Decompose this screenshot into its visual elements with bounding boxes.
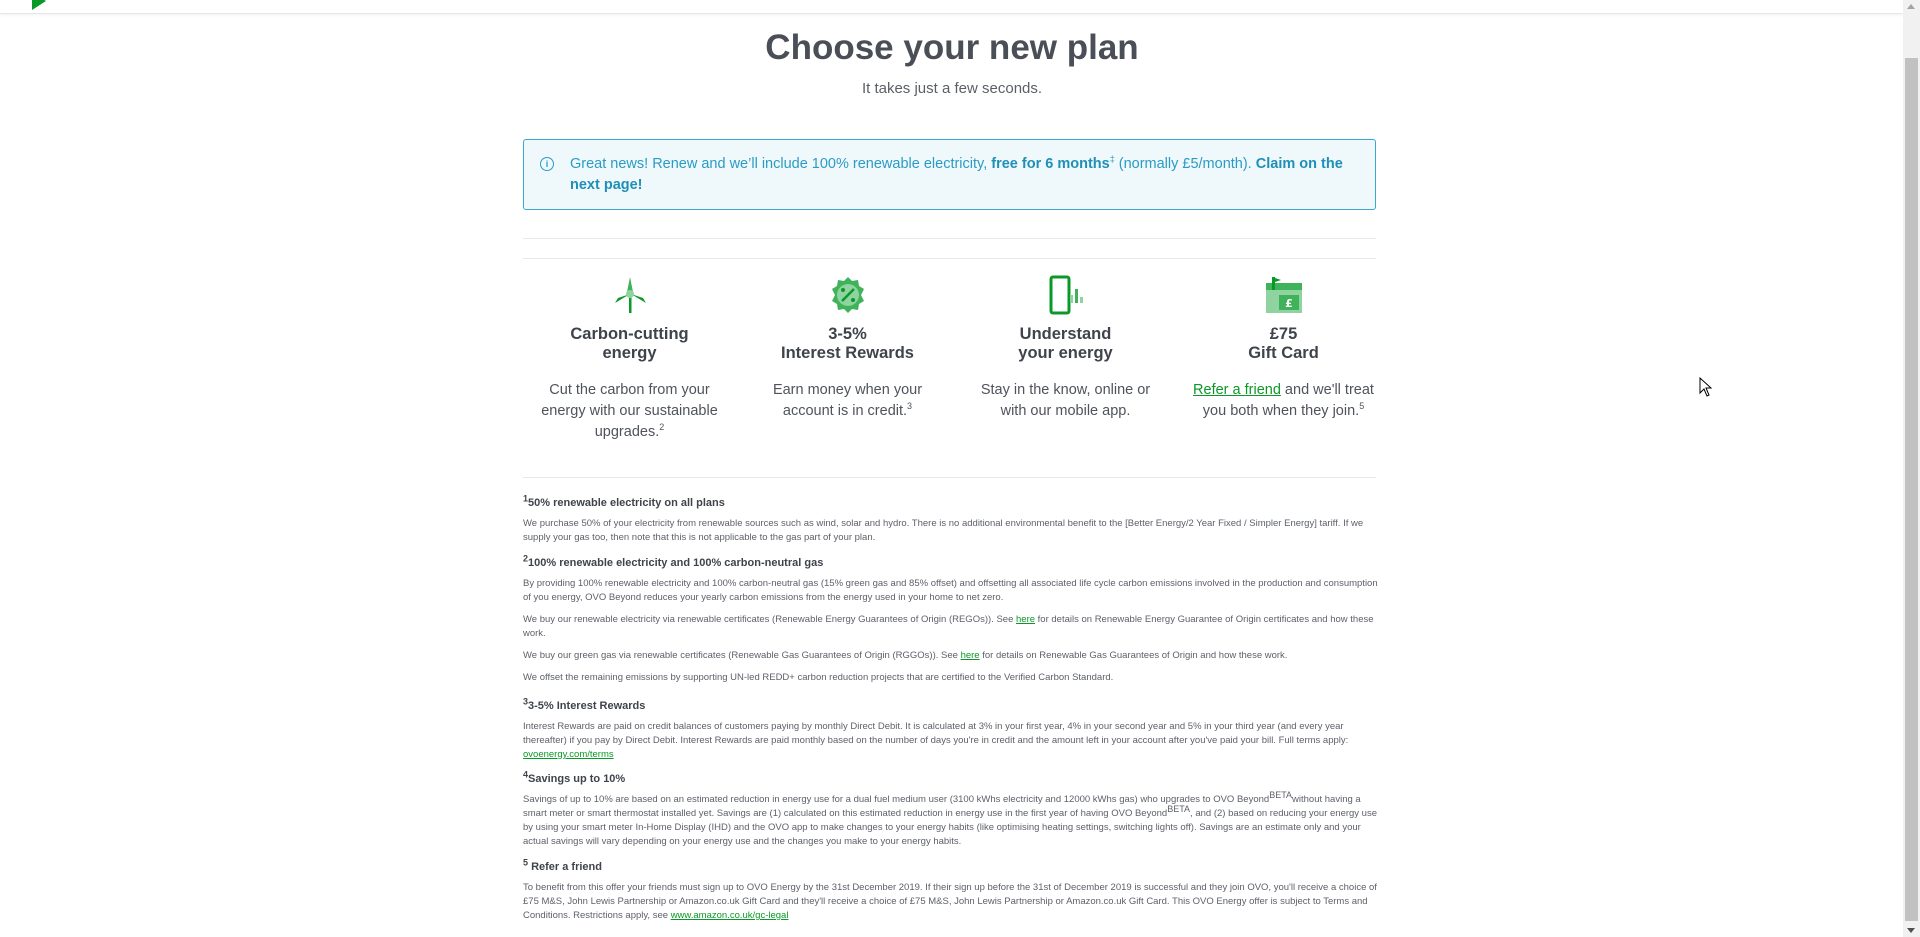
page-title: Choose your new plan: [765, 28, 1139, 67]
footnote-heading: $^5$ Refer a friend: [523, 857, 602, 873]
benefit-understand-energy: [959, 272, 1172, 422]
renewable-offer-banner: [523, 139, 1376, 210]
banner-sup: ‡: [1109, 154, 1115, 165]
gift-card-legal-link[interactable]: www.amazon.co.uk/gc-legal: [670, 910, 789, 921]
terms-link[interactable]: ovoenergy.com/terms: [523, 749, 614, 760]
benefit-description: Refer a friend and we'll treat you both when they join.$^5$: [1193, 382, 1374, 419]
site-header: [0, 0, 1904, 14]
footnote-4: [523, 769, 1381, 849]
ovo-logo-icon[interactable]: [32, 0, 46, 10]
benefit-description: Cut the carbon from your energy with our sustainable upgrades.$^2$: [541, 382, 718, 440]
footnote-body: Interest Rewards are paid on credit balances of customers paying by monthly Direct Debit. It is calculated at 3% in your first year, 4% in your second year and 5% in your third year (and every year thereafter) if you pay by Direct Debit. Interest Rewards are paid monthly based on the number of days you're in credit and the amount left in your account after you've paid your bill. Full terms apply: ovoenergy.com/terms: [523, 721, 1349, 760]
footnote-body: We offset the remaining emissions by supporting UN-led REDD+ carbon reduction projects that are certified to the Verified Carbon Standard.: [523, 672, 1114, 683]
banner-text-normal: (normally £5/month).: [1114, 156, 1256, 172]
divider: [523, 258, 1376, 259]
footnote-body: By providing 100% renewable electricity and 100% carbon-neutral gas (15% green gas and 85% offset) and offsetting all associated life cycle carbon emissions involved in the production and consumption of you energy, OVO Beyond reduces your yearly carbon emissions from the energy used in your home to net zero.: [523, 578, 1378, 603]
info-icon: i: [540, 157, 554, 171]
footnote-body: We buy our renewable electricity via renewable certificates (Renewable Energy Guarantees of Origin (REGOs)). See here for details on Renewable Energy Guarantee of Origin certificates and how these work.: [523, 614, 1374, 639]
svg-text:£: £: [1284, 297, 1293, 310]
footnote-body: We buy our green gas via renewable certificates (Renewable Gas Guarantees of Origin (RGGOs)). See here for details on Renewable Gas Guarantees of Origin and how these work.: [523, 650, 1288, 661]
rego-here-link[interactable]: here: [1016, 614, 1036, 625]
benefit-title: £75 Gift Card: [1248, 325, 1319, 362]
mobile-chart-icon: [1046, 275, 1086, 315]
mouse-cursor-icon: [1699, 377, 1713, 397]
banner-free-text: free for 6 months: [991, 156, 1110, 172]
footnote-1: [523, 493, 1381, 545]
scroll-thumb[interactable]: [1905, 58, 1918, 921]
footnote-body: Savings of up to 10% are based on an estimated reduction in energy use for a dual fuel medium user (3100 kWhs electricity and 12000 kWhs gas) who upgrades to OVO Beyond$^{BETA}$without having a smart meter or smart thermostat installed yet. Savings are (1) calculated on this estimated reduction in energy use in the first year of having OVO Beyond$^{BETA}$, and (2) based on reducing your energy use by using your smart meter In-Home Display (IHD) and the OVO app to make changes to your energy habits (like optimising heating settings, switching lights off). Savings are an estimate only and your actual savings will vary depending on your energy use and the changes you make to your energy habits.: [523, 789, 1377, 847]
page-subtitle: It takes just a few seconds.: [861, 80, 1043, 97]
footnote-body: We purchase 50% of your electricity from renewable sources such as wind, solar and hydro. There is no additional environmental benefit to the [Better Energy/2 Year Fixed / Simpler Energy] tariff. If we supply your gas too, then note that this is not applicable to the gas part of your plan.: [523, 518, 1364, 543]
refer-a-friend-link[interactable]: Refer a friend: [1193, 382, 1281, 398]
benefit-title: 3-5% Interest Rewards: [781, 325, 914, 362]
gift-card-icon: [1264, 275, 1304, 315]
divider: [523, 238, 1376, 239]
divider: [523, 477, 1376, 478]
wind-turbine-icon: [610, 275, 650, 315]
footnote-heading: $^1$50% renewable electricity on all plans: [523, 493, 725, 509]
page-scrollbar[interactable]: [1903, 0, 1920, 937]
footnote-heading: $^4$Savings up to 10%: [523, 769, 626, 785]
benefit-carbon-cutting: [523, 272, 736, 443]
footnote-heading: $^3$3-5% Interest Rewards: [523, 696, 646, 712]
footnote-body: To benefit from this offer your friends must sign up to OVO Energy by the 31st December 2019. If their sign up before the 31st of December 2019 is successful and they join OVO, you'll receive a choice of £75 M&S, John Lewis Partnership or Amazon.co.uk Gift Card and they'll receive a choice of £75 M&S, John Lewis Partnership or Amazon.co.uk Gift Card. This OVO Energy offer is subject to Terms and Conditions. Restrictions apply, see www.amazon.co.uk/gc-legal: [523, 882, 1377, 921]
rggo-here-link[interactable]: here: [960, 650, 980, 661]
benefit-description: Stay in the know, online or with our mobile app.: [980, 382, 1151, 419]
percent-badge-icon: [828, 275, 868, 315]
banner-claim-text: Claim on the next page!: [570, 156, 1343, 193]
benefit-description: Earn money when your account is in credit.$^3$: [772, 382, 923, 419]
benefit-title: Carbon-cutting energy: [570, 325, 689, 362]
banner-text: Great news! Renew and we’ll include 100% renewable electricity,: [570, 156, 992, 172]
benefit-gift-card: [1177, 272, 1390, 422]
benefit-title: Understand your energy: [1018, 325, 1113, 362]
footnote-2: [523, 553, 1381, 685]
benefit-interest-rewards: [741, 272, 954, 422]
footnote-heading: $^2$100% renewable electricity and 100% carbon-neutral gas: [523, 553, 824, 569]
footnote-3: [523, 696, 1381, 762]
scroll-up-icon[interactable]: [1907, 4, 1915, 9]
scroll-down-icon[interactable]: [1907, 928, 1915, 933]
footnote-5: [523, 857, 1381, 923]
